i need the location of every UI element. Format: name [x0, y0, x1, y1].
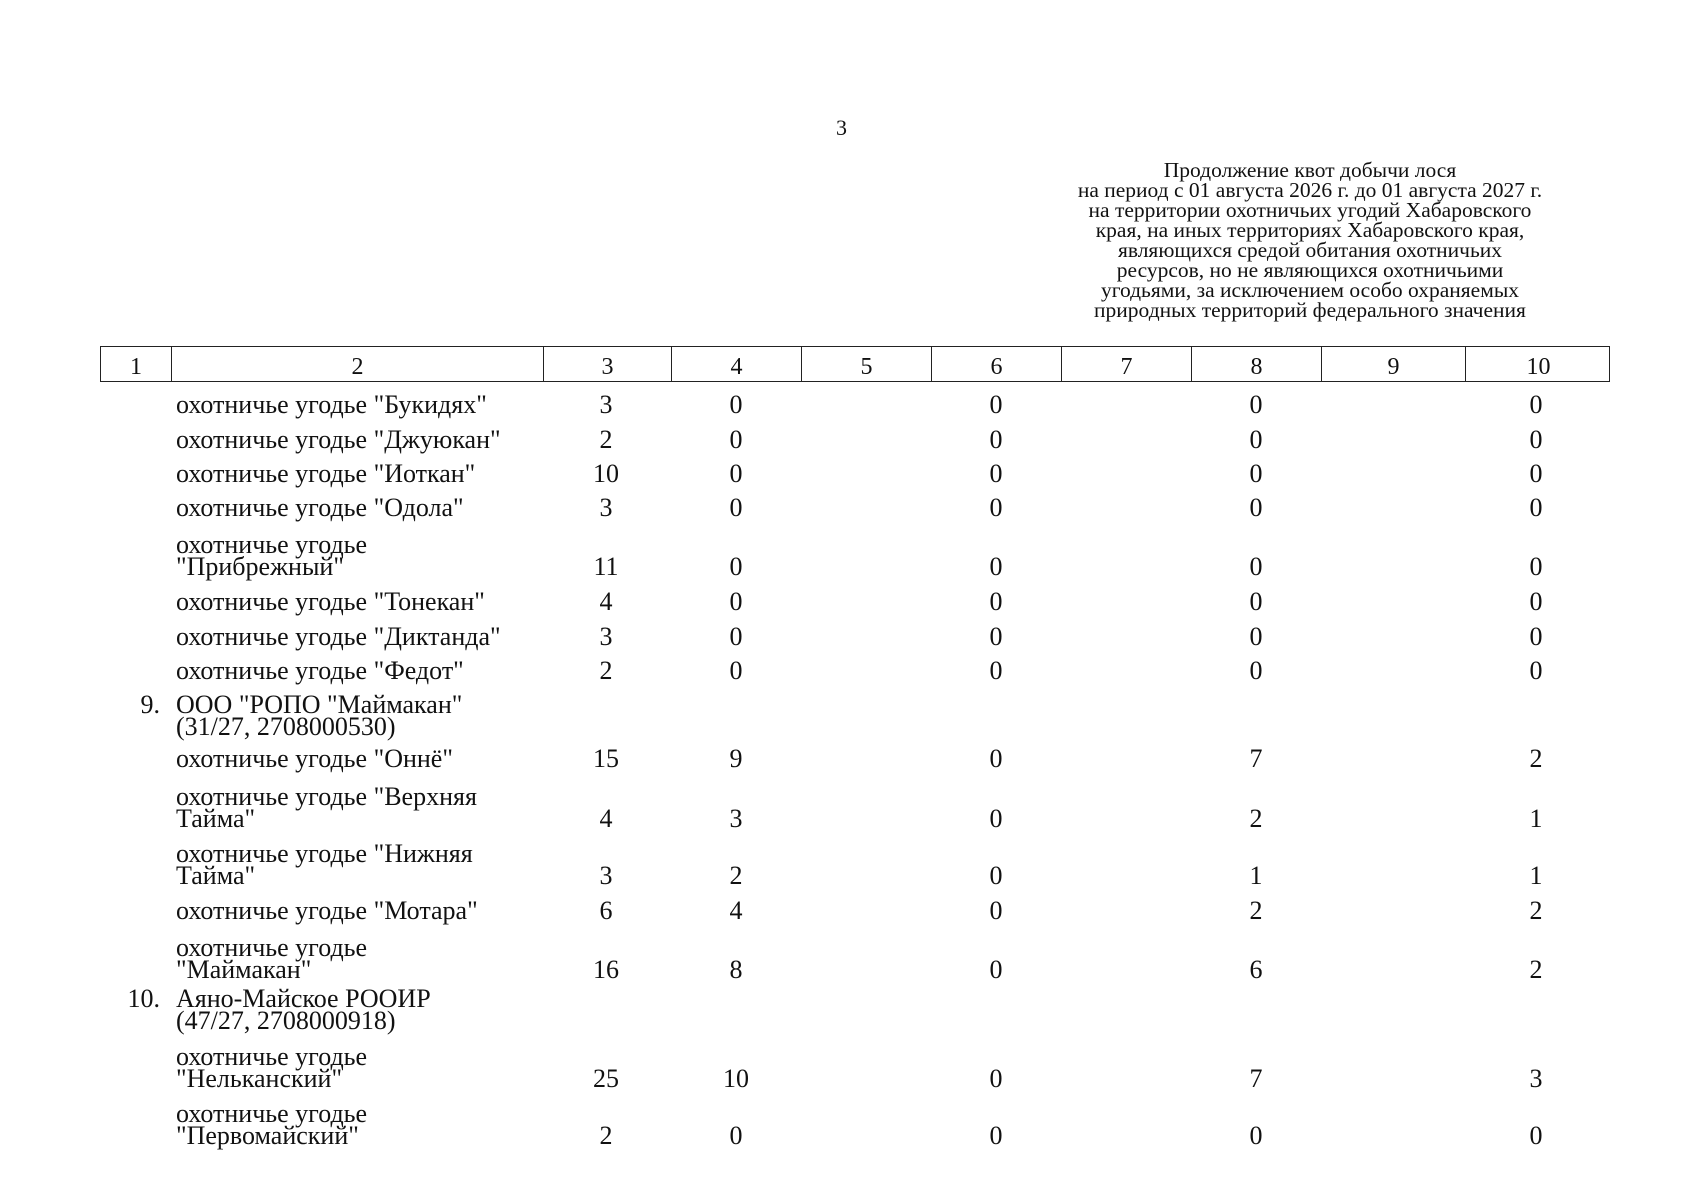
row-name-line: Тайма" — [176, 804, 256, 833]
cell-c10: 0 — [1529, 390, 1543, 419]
cell-c6: 0 — [989, 459, 1003, 488]
cell-c6: 0 — [989, 493, 1003, 522]
cell-c3: 11 — [593, 552, 619, 581]
cell-c3: 3 — [599, 622, 613, 651]
cell-c10: 2 — [1529, 896, 1543, 925]
row-name-line: (47/27, 2708000918) — [176, 1006, 396, 1035]
cell-c8: 6 — [1249, 955, 1263, 984]
cell-c3: 4 — [599, 804, 613, 833]
row-name — [176, 933, 556, 984]
column-header-7: 7 — [1061, 347, 1191, 381]
row-name — [176, 622, 556, 651]
cell-c6: 0 — [989, 587, 1003, 616]
cell-c4: 0 — [729, 552, 743, 581]
heading-line: на период с 01 августа 2026 г. до 01 августа 2027 г. — [1077, 178, 1543, 202]
cell-c3: 3 — [599, 390, 613, 419]
row-name-line: охотничье угодье "Тонекан" — [176, 587, 485, 616]
cell-c3: 3 — [599, 493, 613, 522]
row-name-line: охотничье угодье "Букидях" — [176, 390, 487, 419]
heading-line: являющихся средой обитания охотничьих — [1117, 238, 1503, 262]
row-name-line: охотничье угодье "Верхняя — [176, 782, 477, 811]
row-name-line: охотничье угодье — [176, 933, 368, 962]
cell-c10: 0 — [1529, 656, 1543, 685]
column-header-9: 9 — [1321, 347, 1465, 381]
cell-c8: 0 — [1249, 552, 1263, 581]
cell-c6: 0 — [989, 1064, 1003, 1093]
column-header-5: 5 — [801, 347, 931, 381]
cell-c3: 2 — [599, 425, 613, 454]
cell-c10: 0 — [1529, 552, 1543, 581]
row-number: 10. — [127, 984, 160, 1013]
row-name — [176, 782, 556, 833]
row-name — [176, 530, 556, 581]
cell-c10: 2 — [1529, 744, 1543, 773]
column-header-3: 3 — [543, 347, 671, 381]
row-name-line: охотничье угодье — [176, 1099, 368, 1128]
cell-c6: 0 — [989, 656, 1003, 685]
row-name-line: охотничье угодье — [176, 1042, 368, 1071]
cell-c4: 2 — [729, 861, 743, 890]
row-name — [176, 839, 556, 890]
row-name-line: "Первомайский" — [176, 1121, 359, 1150]
cell-c4: 10 — [723, 1064, 749, 1093]
cell-c10: 0 — [1529, 1121, 1543, 1150]
row-name-line: "Прибрежный" — [176, 552, 344, 581]
cell-c4: 0 — [729, 425, 743, 454]
row-name — [176, 896, 556, 925]
cell-c8: 0 — [1249, 390, 1263, 419]
cell-c10: 2 — [1529, 955, 1543, 984]
cell-c3: 6 — [599, 896, 613, 925]
cell-c6: 0 — [989, 804, 1003, 833]
row-name — [176, 587, 556, 616]
cell-c6: 0 — [989, 1121, 1003, 1150]
cell-c4: 0 — [729, 1121, 743, 1150]
row-name-line: охотничье угодье "Джуюкан" — [176, 425, 501, 454]
cell-c3: 15 — [593, 744, 619, 773]
row-number: 9. — [140, 690, 160, 719]
cell-c6: 0 — [989, 425, 1003, 454]
table-header-row — [100, 346, 1610, 382]
cell-c3: 3 — [599, 861, 613, 890]
cell-c4: 0 — [729, 390, 743, 419]
cell-c3: 4 — [599, 587, 613, 616]
cell-c10: 0 — [1529, 459, 1543, 488]
cell-c10: 0 — [1529, 587, 1543, 616]
table-heading — [1040, 160, 1580, 320]
row-name-line: охотничье угодье "Нижняя — [176, 839, 473, 868]
row-name-line: Аяно-Майское РООИР — [176, 984, 431, 1013]
row-name-line: Тайма" — [176, 861, 256, 890]
row-name — [176, 690, 556, 741]
cell-c8: 2 — [1249, 896, 1263, 925]
cell-c3: 10 — [593, 459, 619, 488]
cell-c10: 1 — [1529, 804, 1543, 833]
cell-c8: 1 — [1249, 861, 1263, 890]
cell-c4: 0 — [729, 493, 743, 522]
cell-c4: 3 — [729, 804, 743, 833]
cell-c10: 3 — [1529, 1064, 1543, 1093]
row-name — [176, 1042, 556, 1093]
cell-c10: 0 — [1529, 493, 1543, 522]
cell-c8: 0 — [1249, 656, 1263, 685]
cell-c6: 0 — [989, 390, 1003, 419]
page-number: 3 — [836, 115, 847, 140]
heading-line: на территории охотничьих угодий Хабаровского — [1088, 198, 1532, 222]
cell-c8: 2 — [1249, 804, 1263, 833]
row-name — [176, 493, 556, 522]
cell-c6: 0 — [989, 896, 1003, 925]
cell-c4: 0 — [729, 656, 743, 685]
heading-line: природных территорий федерального значения — [1094, 298, 1526, 322]
row-name — [176, 984, 556, 1035]
cell-c10: 0 — [1529, 622, 1543, 651]
row-name — [176, 1099, 556, 1150]
row-name-line: охотничье угодье "Федот" — [176, 656, 464, 685]
cell-c3: 2 — [599, 656, 613, 685]
heading-line: края, на иных территориях Хабаровского края, — [1095, 218, 1525, 242]
cell-c4: 0 — [729, 587, 743, 616]
cell-c8: 7 — [1249, 1064, 1263, 1093]
row-name — [176, 425, 556, 454]
heading-line: Продолжение квот добычи лося — [1163, 158, 1457, 182]
column-header-10: 10 — [1465, 347, 1611, 381]
row-name-line: охотничье угодье "Диктанда" — [176, 622, 501, 651]
heading-line: ресурсов, но не являющихся охотничьими — [1116, 258, 1504, 282]
row-name-line: охотничье угодье "Одола" — [176, 493, 464, 522]
row-name — [176, 459, 556, 488]
cell-c3: 16 — [593, 955, 619, 984]
row-name-line: ООО "РОПО "Маймакан" — [176, 690, 463, 719]
cell-c6: 0 — [989, 744, 1003, 773]
cell-c6: 0 — [989, 622, 1003, 651]
column-header-4: 4 — [671, 347, 801, 381]
cell-c3: 2 — [599, 1121, 613, 1150]
row-name-line: охотничье угодье "Мотара" — [176, 896, 478, 925]
row-name-line: охотничье угодье — [176, 530, 368, 559]
cell-c8: 0 — [1249, 459, 1263, 488]
column-header-6: 6 — [931, 347, 1061, 381]
column-header-2: 2 — [171, 347, 543, 381]
cell-c4: 8 — [729, 955, 743, 984]
cell-c8: 0 — [1249, 587, 1263, 616]
cell-c8: 0 — [1249, 493, 1263, 522]
cell-c4: 0 — [729, 459, 743, 488]
cell-c10: 0 — [1529, 425, 1543, 454]
cell-c8: 0 — [1249, 622, 1263, 651]
cell-c4: 0 — [729, 622, 743, 651]
column-header-1: 1 — [130, 354, 142, 380]
row-name-line: (31/27, 2708000530) — [176, 712, 396, 741]
cell-c10: 1 — [1529, 861, 1543, 890]
heading-line: угодьями, за исключением особо охраняемых — [1100, 278, 1520, 302]
row-name-line: охотничье угодье "Иоткан" — [176, 459, 476, 488]
cell-c8: 7 — [1249, 744, 1263, 773]
cell-c8: 0 — [1249, 1121, 1263, 1150]
row-name-line: "Маймакан" — [176, 955, 312, 984]
cell-c6: 0 — [989, 861, 1003, 890]
cell-c3: 25 — [593, 1064, 619, 1093]
row-name-line: "Нельканский" — [176, 1064, 343, 1093]
row-name-line: охотничье угодье "Оннё" — [176, 744, 453, 773]
row-name — [176, 390, 556, 419]
row-name — [176, 656, 556, 685]
cell-c4: 4 — [729, 896, 743, 925]
cell-c8: 0 — [1249, 425, 1263, 454]
cell-c6: 0 — [989, 955, 1003, 984]
cell-c6: 0 — [989, 552, 1003, 581]
column-header-8: 8 — [1191, 347, 1321, 381]
cell-c4: 9 — [729, 744, 743, 773]
row-name — [176, 744, 556, 773]
